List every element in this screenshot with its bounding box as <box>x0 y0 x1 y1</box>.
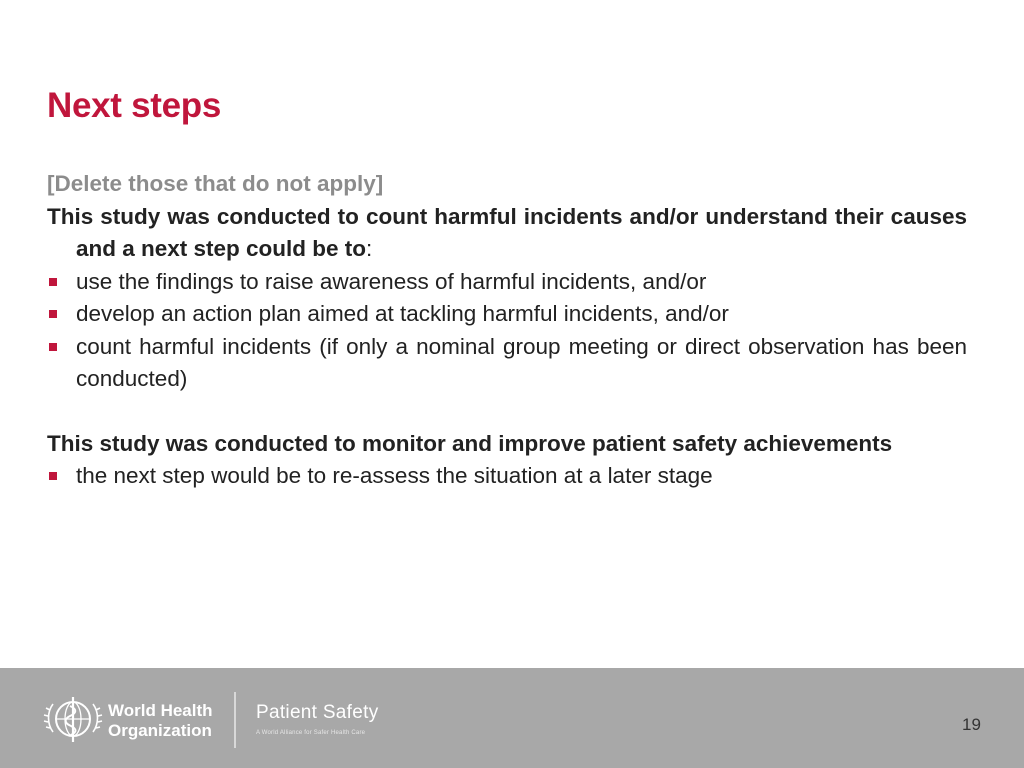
list-item-text: count harmful incidents (if only a nominal group meeting or direct observation has been conducted) <box>76 333 967 391</box>
slide-title: Next steps <box>47 86 222 125</box>
slide-footer <box>0 668 1024 768</box>
organization-name <box>108 701 213 741</box>
list-item <box>47 298 967 331</box>
organization-name-line2: Organization <box>108 721 212 740</box>
list-item-text: use the findings to raise awareness of harmful incidents, and/or <box>76 268 707 294</box>
block2-lead: This study was conducted to monitor and improve patient safety achievements <box>47 430 893 456</box>
square-bullet-icon <box>49 343 57 351</box>
instruction-note: [Delete those that do not apply] <box>47 171 384 196</box>
square-bullet-icon <box>49 310 57 318</box>
who-emblem-icon <box>43 694 103 744</box>
program-tagline: A World Alliance for Safer Health Care <box>256 730 366 736</box>
square-bullet-icon <box>49 278 57 286</box>
list-item-text: develop an action plan aimed at tackling harmful incidents, and/or <box>76 301 729 326</box>
footer-divider <box>234 692 236 748</box>
list-item-text: the next step would be to re-assess the situation at a later stage <box>76 463 713 488</box>
square-bullet-icon <box>49 472 57 480</box>
block2-bullet-list <box>47 460 967 493</box>
list-item <box>47 331 967 396</box>
block1-bullet-list <box>47 266 967 396</box>
page-number: 19 <box>962 715 981 734</box>
program-name: Patient Safety <box>256 702 379 723</box>
block1-lead-colon: : <box>366 236 373 261</box>
list-item <box>47 460 967 493</box>
list-item <box>47 266 967 299</box>
block1-lead-text: This study was conducted to count harmful incidents and/or understand their causes and a next step could be to <box>47 203 967 261</box>
paragraph-spacer <box>47 396 967 428</box>
organization-name-line1: World Health <box>108 701 213 720</box>
block1-lead <box>47 201 967 266</box>
slide-body <box>47 168 967 493</box>
